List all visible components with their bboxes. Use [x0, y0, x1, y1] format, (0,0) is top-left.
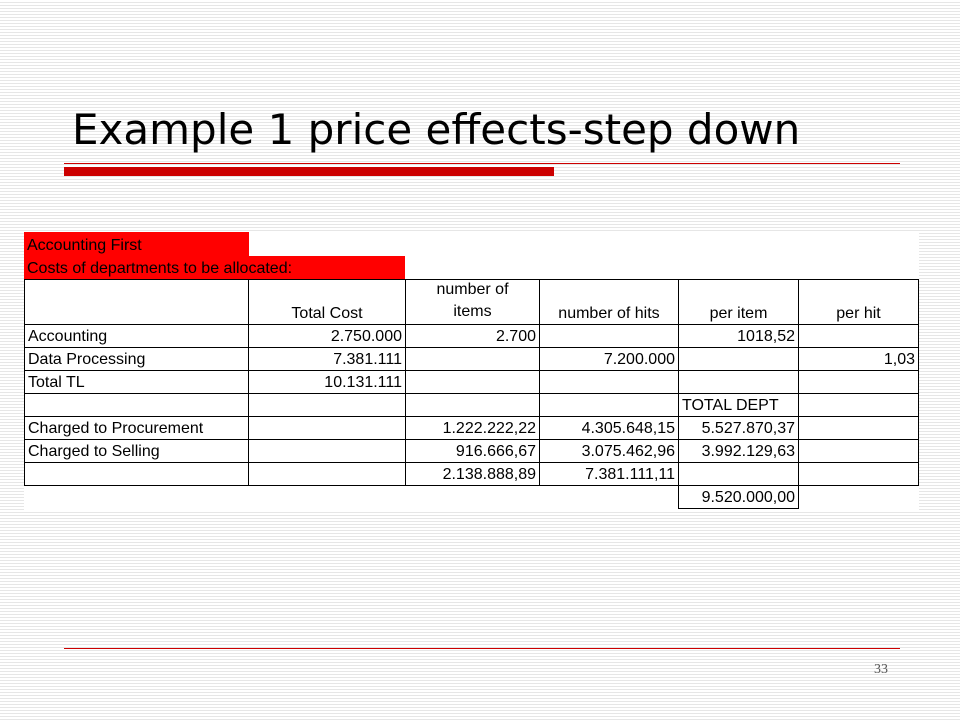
header-items-line1: number of [436, 281, 509, 298]
title-underline [64, 163, 900, 164]
row-data-processing-label: Data Processing [24, 347, 249, 371]
total-dept-header: TOTAL DEPT [678, 393, 799, 417]
row-data-processing-total-cost: 7.381.111 [248, 347, 406, 371]
row-selling-label: Charged to Selling [24, 439, 249, 463]
row-procurement-hits: 4.305.648,15 [539, 416, 679, 440]
page-number: 33 [874, 662, 888, 677]
banner-accounting-first: Accounting First [24, 232, 249, 256]
row-sums-total-cost [248, 462, 406, 486]
row-procurement-per-hit [798, 416, 919, 440]
row-procurement-total-dept: 5.527.870,37 [678, 416, 799, 440]
row-procurement-label: Charged to Procurement [24, 416, 249, 440]
row-total-tl-total-cost: 10.131.111 [248, 370, 406, 394]
header-per-hit: per hit [798, 279, 919, 325]
row-sums-per-hit [798, 462, 919, 486]
row-total-tl-label: Total TL [24, 370, 249, 394]
row-accounting-per-hit [798, 324, 919, 348]
row-accounting-hits [539, 324, 679, 348]
row-total-tl-per-item [678, 370, 799, 394]
row-sums-hits: 7.381.111,11 [539, 462, 679, 486]
row-total-tl-items [405, 370, 540, 394]
header-total-cost: Total Cost [248, 279, 406, 325]
banner-costs-allocated: Costs of departments to be allocated: [24, 256, 405, 279]
row-data-processing-hits: 7.200.000 [539, 347, 679, 371]
row-accounting-label: Accounting [24, 324, 249, 348]
header-number-of-hits: number of hits [539, 279, 679, 325]
row-blank-hits [539, 393, 679, 417]
header-number-of-items [405, 279, 540, 325]
row-data-processing-per-hit: 1,03 [798, 347, 919, 371]
row-total-tl-per-hit [798, 370, 919, 394]
row-accounting-total-cost: 2.750.000 [248, 324, 406, 348]
row-blank-total-cost [248, 393, 406, 417]
spreadsheet [24, 232, 919, 512]
row-total-tl-hits [539, 370, 679, 394]
row-data-processing-per-item [678, 347, 799, 371]
header-per-item: per item [678, 279, 799, 325]
title-accent-bar [64, 167, 554, 176]
row-blank-label [24, 393, 249, 417]
row-blank-items [405, 393, 540, 417]
row-selling-per-hit [798, 439, 919, 463]
row-accounting-items: 2.700 [405, 324, 540, 348]
footer-line [64, 648, 900, 649]
row-selling-hits: 3.075.462,96 [539, 439, 679, 463]
row-data-processing-items [405, 347, 540, 371]
row-selling-total-cost [248, 439, 406, 463]
row-selling-items: 916.666,67 [405, 439, 540, 463]
header-blank [24, 279, 249, 325]
row-blank-per-hit [798, 393, 919, 417]
row-selling-total-dept: 3.992.129,63 [678, 439, 799, 463]
row-procurement-total-cost [248, 416, 406, 440]
slide-title: Example 1 price effects-step down [72, 105, 801, 154]
row-sums-label [24, 462, 249, 486]
grand-total: 9.520.000,00 [678, 485, 799, 509]
row-procurement-items: 1.222.222,22 [405, 416, 540, 440]
row-sums-total-dept [678, 462, 799, 486]
header-items-line2: items [453, 303, 492, 320]
row-accounting-per-item: 1018,52 [678, 324, 799, 348]
row-sums-items: 2.138.888,89 [405, 462, 540, 486]
